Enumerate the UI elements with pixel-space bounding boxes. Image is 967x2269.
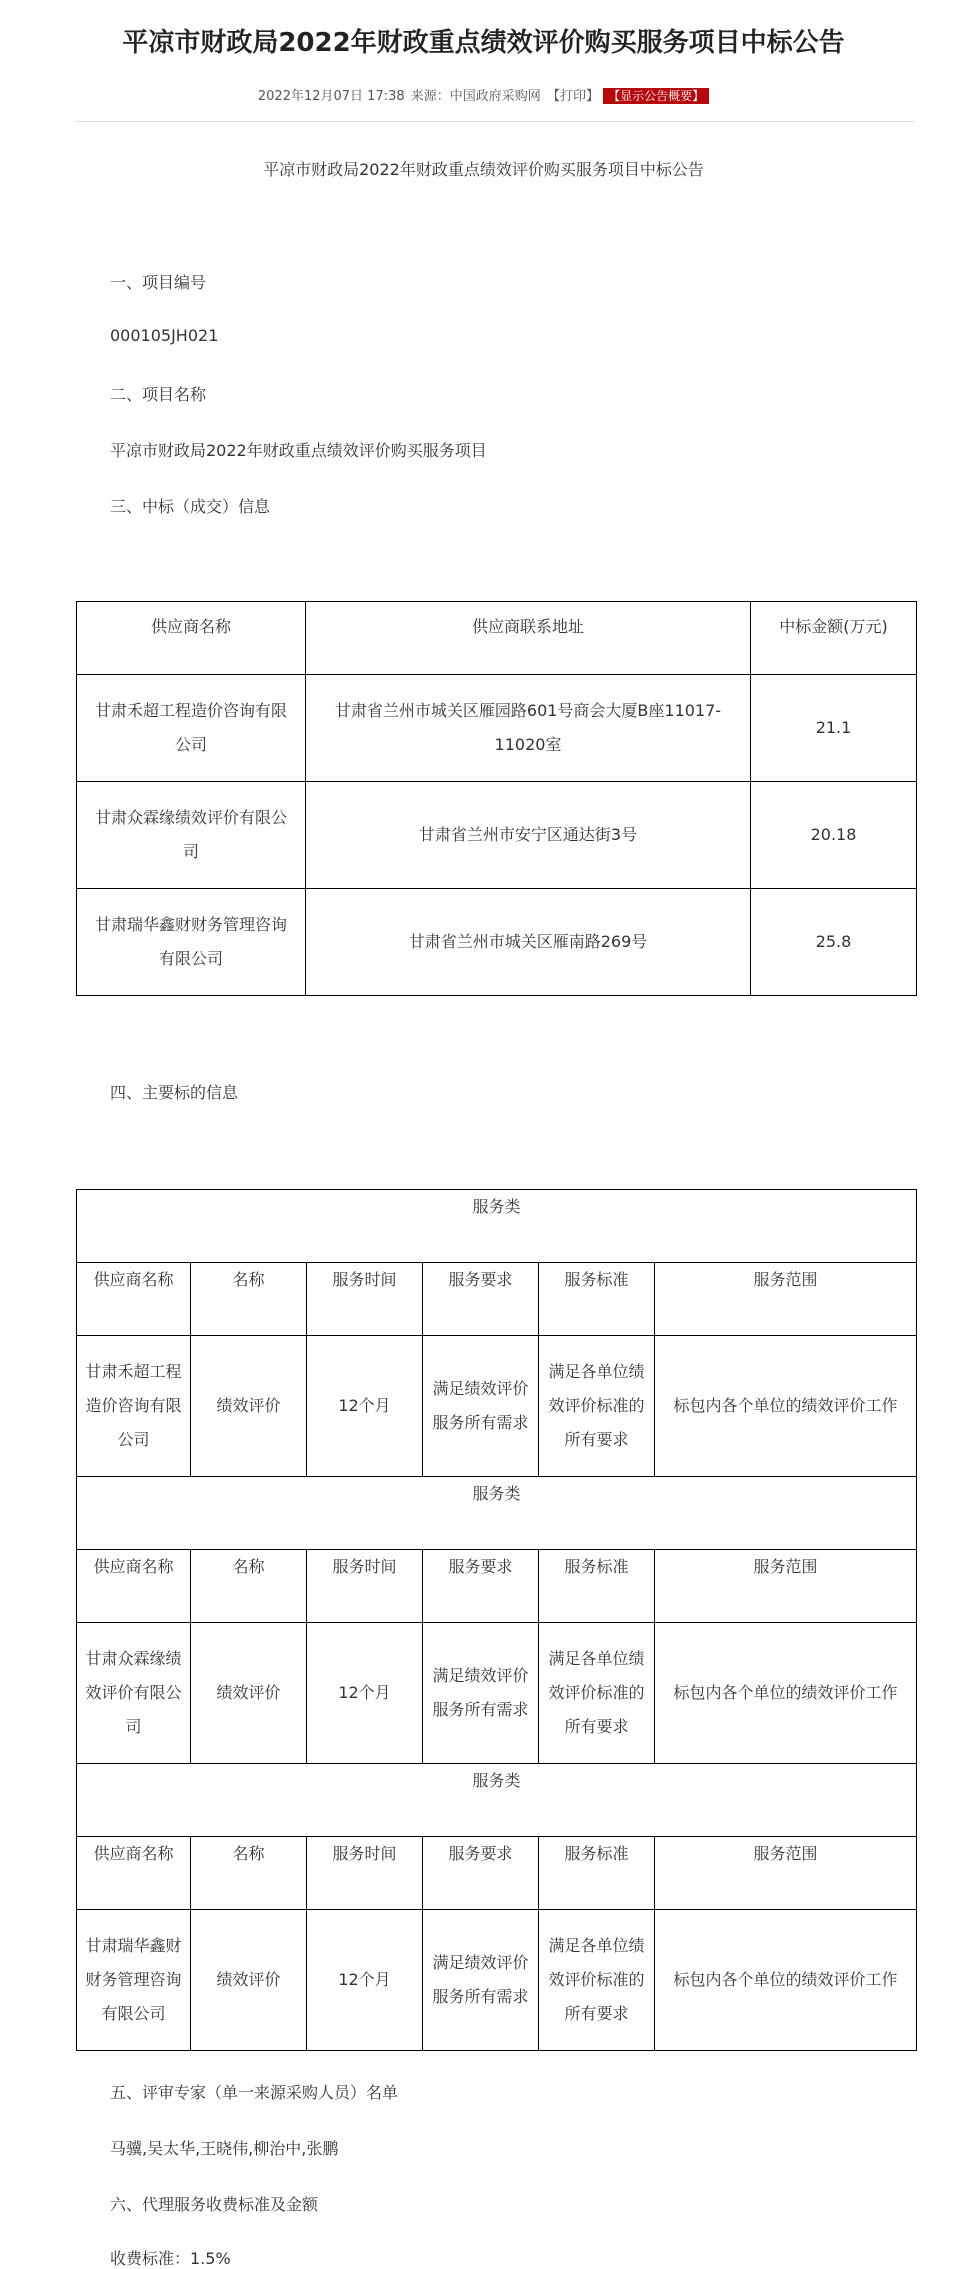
header-supplier-name: 供应商名称 (77, 1263, 191, 1336)
table-row (77, 1336, 917, 1477)
table-row (77, 1910, 917, 2051)
header-service-scope: 服务范围 (655, 1837, 917, 1910)
header-service-time: 服务时间 (307, 1550, 423, 1623)
items-table (76, 1189, 917, 2051)
header-supplier-address: 供应商联系地址 (306, 602, 751, 675)
service-time-cell: 12个月 (307, 1910, 423, 2051)
category-row (77, 1764, 917, 1837)
supplier-name-cell: 甘肃瑞华鑫财财务管理咨询 有限公司 (77, 889, 306, 996)
header-service-requirement: 服务要求 (423, 1837, 539, 1910)
category-cell: 服务类 (77, 1477, 917, 1550)
header-service-time: 服务时间 (307, 1263, 423, 1336)
header-service-standard: 服务标准 (539, 1550, 655, 1623)
supplier-name-cell: 甘肃瑞华鑫财 财务管理咨询 有限公司 (77, 1910, 191, 2051)
supplier-name-cell: 甘肃众霖缘绩 效评价有限公 司 (77, 1623, 191, 1764)
page-title: 平凉市财政局2022年财政重点绩效评价购买服务项目中标公告 (122, 28, 845, 58)
project-number: 000105JH021 (110, 326, 219, 345)
service-requirement-cell: 满足绩效评价 服务所有需求 (423, 1336, 539, 1477)
award-amount-cell: 21.1 (751, 675, 917, 782)
header-item-name: 名称 (191, 1837, 307, 1910)
header-service-time: 服务时间 (307, 1837, 423, 1910)
header-supplier-name: 供应商名称 (77, 1837, 191, 1910)
service-standard-cell: 满足各单位绩 效评价标准的 所有要求 (539, 1910, 655, 2051)
category-row (77, 1190, 917, 1263)
section-heading-main-items: 四、主要标的信息 (110, 1083, 239, 1102)
title-divider (75, 121, 915, 122)
header-service-requirement: 服务要求 (423, 1550, 539, 1623)
award-table (76, 601, 917, 996)
section-heading-award-info: 三、中标（成交）信息 (110, 497, 271, 516)
header-service-scope: 服务范围 (655, 1263, 917, 1336)
items-header-row (77, 1263, 917, 1336)
header-service-scope: 服务范围 (655, 1550, 917, 1623)
table-row (77, 675, 917, 782)
show-summary-button[interactable]: 【显示公告概要】 (603, 88, 709, 104)
section-heading-project-no: 一、项目编号 (110, 273, 207, 292)
award-amount-cell: 25.8 (751, 889, 917, 996)
header-award-amount: 中标金额(万元) (751, 602, 917, 675)
items-header-row (77, 1837, 917, 1910)
service-scope-cell: 标包内各个单位的绩效评价工作 (655, 1623, 917, 1764)
service-time-cell: 12个月 (307, 1623, 423, 1764)
service-requirement-cell: 满足绩效评价 服务所有需求 (423, 1910, 539, 2051)
supplier-name-cell: 甘肃众霖缘绩效评价有限公 司 (77, 782, 306, 889)
table-row (77, 1623, 917, 1764)
supplier-name-cell: 甘肃禾超工程 造价咨询有限 公司 (77, 1336, 191, 1477)
table-row (77, 782, 917, 889)
header-service-requirement: 服务要求 (423, 1263, 539, 1336)
items-header-row (77, 1550, 917, 1623)
service-standard-cell: 满足各单位绩 效评价标准的 所有要求 (539, 1623, 655, 1764)
header-supplier-name: 供应商名称 (77, 602, 306, 675)
service-scope-cell: 标包内各个单位的绩效评价工作 (655, 1336, 917, 1477)
section-heading-agency-fee: 六、代理服务收费标准及金额 (110, 2195, 319, 2214)
award-amount-cell: 20.18 (751, 782, 917, 889)
table-row (77, 889, 917, 996)
article-meta (0, 85, 967, 104)
expert-list: 马骥,吴太华,王晓伟,柳治中,张鹏 (110, 2139, 339, 2158)
service-standard-cell: 满足各单位绩 效评价标准的 所有要求 (539, 1336, 655, 1477)
item-name-cell: 绩效评价 (191, 1623, 307, 1764)
supplier-name-cell: 甘肃禾超工程造价咨询有限 公司 (77, 675, 306, 782)
service-time-cell: 12个月 (307, 1336, 423, 1477)
item-name-cell: 绩效评价 (191, 1336, 307, 1477)
header-item-name: 名称 (191, 1550, 307, 1623)
publish-datetime: 2022年12月07日 17:38 (257, 89, 405, 104)
fee-standard: 收费标准：1.5% (110, 2249, 231, 2268)
supplier-address-cell: 甘肃省兰州市城关区雁园路601号商会大厦B座11017- 11020室 (306, 675, 751, 782)
award-table-header (77, 602, 917, 675)
header-supplier-name: 供应商名称 (77, 1550, 191, 1623)
project-name: 平凉市财政局2022年财政重点绩效评价购买服务项目 (110, 441, 487, 460)
article-source: 来源：中国政府采购网 (410, 89, 541, 104)
section-heading-experts: 五、评审专家（单一来源采购人员）名单 (110, 2083, 399, 2102)
supplier-address-cell: 甘肃省兰州市城关区雁南路269号 (306, 889, 751, 996)
item-name-cell: 绩效评价 (191, 1910, 307, 2051)
header-service-standard: 服务标准 (539, 1837, 655, 1910)
category-cell: 服务类 (77, 1764, 917, 1837)
section-heading-project-name: 二、项目名称 (110, 385, 207, 404)
document-subtitle: 平凉市财政局2022年财政重点绩效评价购买服务项目中标公告 (263, 160, 704, 179)
header-item-name: 名称 (191, 1263, 307, 1336)
category-row (77, 1477, 917, 1550)
header-service-standard: 服务标准 (539, 1263, 655, 1336)
supplier-address-cell: 甘肃省兰州市安宁区通达街3号 (306, 782, 751, 889)
service-requirement-cell: 满足绩效评价 服务所有需求 (423, 1623, 539, 1764)
category-cell: 服务类 (77, 1190, 917, 1263)
print-link[interactable]: 【打印】 (546, 89, 599, 104)
service-scope-cell: 标包内各个单位的绩效评价工作 (655, 1910, 917, 2051)
